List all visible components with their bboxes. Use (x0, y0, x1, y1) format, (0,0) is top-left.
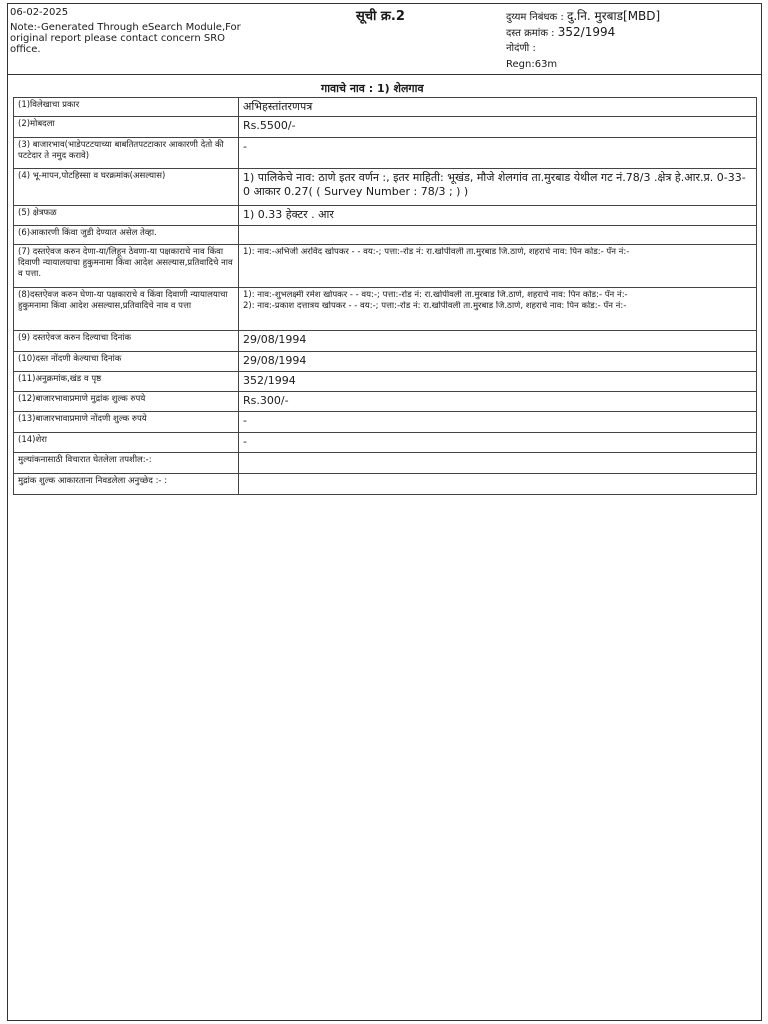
row-value (239, 474, 757, 495)
row-label: (10)दस्त नोंदणी केल्याचा दिनांक (14, 352, 239, 372)
table-row (14, 352, 757, 372)
row-value: 29/08/1994 (239, 352, 757, 372)
party-details (239, 288, 757, 331)
row-label: (1)विलेखाचा प्रकार (14, 98, 239, 117)
row-label: (9) दस्तऐवज करुन दिल्याचा दिनांक (14, 331, 239, 352)
row-label: (8)दस्तऐवज करुन घेणा-या पक्षकाराचे व किंवा दिवाणी न्यायालयाचा हुकुमनामा किंवा आदेश असल्यास,प्रतिवादिचे नाव व पत्ता (14, 288, 239, 331)
sub-registrar-value: दु.नि. मुरबाड[MBD] (566, 9, 661, 23)
row-label: (12)बाजारभावाप्रमाणे मुद्रांक शुल्क रुपये (14, 392, 239, 412)
table-row (14, 206, 757, 226)
row-value: अभिहस्तांतरणपत्र (239, 98, 757, 117)
row-value (239, 226, 757, 245)
table-row (14, 372, 757, 392)
row-label: (2)मोबदला (14, 117, 239, 138)
document-page (7, 3, 762, 1021)
print-date: 06-02-2025 (10, 7, 69, 18)
table-row (14, 412, 757, 433)
row-value: 1) पालिकेचे नाव: ठाणे इतर वर्णन :, इतर माहिती: भूखंड, मौजे शेलगांव ता.मुरबाड येथील गट नं.78/3 .क्षेत्र हे.आर.प्र. 0-33-0 आकार 0.27( ( Survey Number : 78/3 ; ) ) (239, 169, 757, 206)
registration-label: नोदंणी : (506, 43, 536, 54)
row-label: (14)शेरा (14, 433, 239, 453)
document-title: सूची क्र.2 (356, 9, 405, 24)
party-details (239, 245, 757, 288)
regn-code: Regn:63m (506, 59, 558, 70)
table-row (14, 288, 757, 331)
row-label: (4) भू-मापन,पोटहिस्सा व घरक्रमांक(असल्यास) (14, 169, 239, 206)
sub-registrar-label: दुय्यम निबंधक : (506, 12, 564, 23)
table-row (14, 331, 757, 352)
table-row (14, 433, 757, 453)
sub-registrar-row (506, 9, 660, 25)
row-label: मुल्यांकनासाठी विचारात घेतलेला तपशील:-: (14, 453, 239, 474)
party-entry: 1): नाव:-अभिजी अरविंद खोपकर - - वय:-; पत्ता:-रोड नं: रा.खोपीवली ता.मुरबाड जि.ठाणे, शहराचे नाव: पिन कोड:- पॅन नं:- (243, 247, 630, 257)
table-row (14, 138, 757, 169)
row-value: 352/1994 (239, 372, 757, 392)
document-header (8, 4, 761, 75)
row-value: 29/08/1994 (239, 331, 757, 352)
row-value: Rs.5500/- (239, 117, 757, 138)
row-label: (5) क्षेत्रफळ (14, 206, 239, 226)
table-row (14, 453, 757, 474)
row-value: - (239, 433, 757, 453)
row-value: - (239, 412, 757, 433)
row-value: 1) 0.33 हेक्टर . आर (239, 206, 757, 226)
row-label: (11)अनुक्रमांक,खंड व पृष्ठ (14, 372, 239, 392)
table-row (14, 117, 757, 138)
document-number-row (506, 25, 660, 41)
document-number-value: 352/1994 (557, 25, 616, 39)
document-number-label: दस्त क्रमांक : (506, 28, 555, 39)
row-label: (13)बाजारभावाप्रमाणे नोंदणी शुल्क रुपये (14, 412, 239, 433)
row-label: (3) बाजारभाव(भाडेपटटयाच्या बाबतितपटटाकार आकारणी देतो की पटटेदार ते नमुद करावे) (14, 138, 239, 169)
table-row (14, 474, 757, 495)
party-entry: 2): नाव:-प्रकाश दत्तात्रय खोपकर - - वय:-; पत्ता:-रोड नं: रा.खोपीवली ता.मुरबाड जि.ठाणे, शहराचे नाव: पिन कोड:- पॅन नं:- (243, 301, 627, 311)
row-label: मुद्रांक शुल्क आकारताना निवडलेला अनुच्छेद :- : (14, 474, 239, 495)
registration-info (506, 9, 660, 73)
table-row (14, 98, 757, 117)
row-value: - (239, 138, 757, 169)
party-entry: 1): नाव:-शुभलक्ष्मी रमेश खोपकर - - वय:-; पत्ता:-रोड नं: रा.खोपीवली ता.मुरबाड जि.ठाणे, शहराचे नाव: पिन कोड:- पॅन नं:- (243, 290, 628, 300)
registration-row (506, 41, 660, 57)
index-table (13, 97, 757, 495)
row-label: (7) दस्तऐवज करुन देणा-या/लिहून ठेवणा-या पक्षकाराचे नाव किंवा दिवाणी न्यायालयाचा हुकुमनामा किंवा आदेश असल्यास,प्रतिवादिचे नाव व पत्ता. (14, 245, 239, 288)
table-row (14, 169, 757, 206)
village-name-heading: गावाचे नाव : 1) शेलगाव (321, 82, 424, 95)
row-value (239, 453, 757, 474)
row-label: (6)आकारणी किंवा जुडी देण्यात असेल तेव्हा. (14, 226, 239, 245)
table-row (14, 226, 757, 245)
row-value: Rs.300/- (239, 392, 757, 412)
table-row (14, 392, 757, 412)
table-row (14, 245, 757, 288)
esearch-note: Note:-Generated Through eSearch Module,For original report please contact concern SRO office. (10, 22, 241, 55)
